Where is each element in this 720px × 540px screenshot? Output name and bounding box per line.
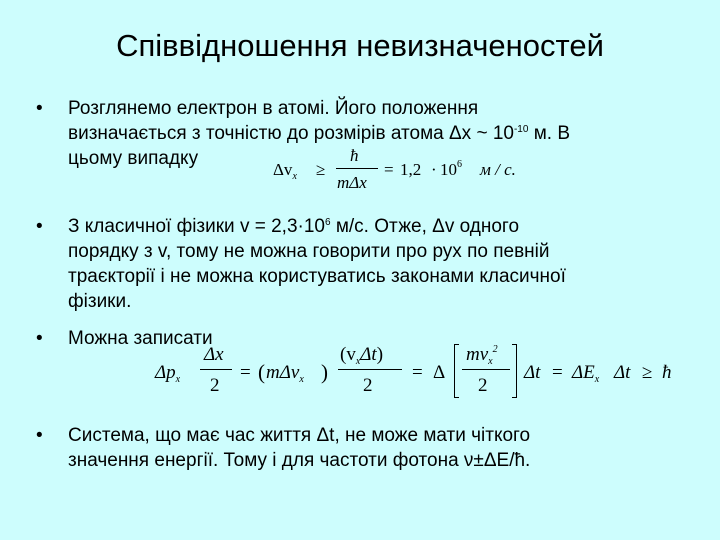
f2-de: $\Delta E_x$ <box>572 362 600 385</box>
f1-unit: м / с. <box>480 160 516 179</box>
f2-eq3: = <box>552 362 563 383</box>
f2-eq1: = <box>240 362 251 383</box>
f1-lhs: $\Delta v_x$ <box>273 160 297 182</box>
f2-dt: Δt <box>524 362 541 383</box>
f1-denominator: mΔx <box>337 173 367 192</box>
bullet-marker: • <box>36 216 43 237</box>
f1-numerator: ħ <box>350 146 359 165</box>
f2-dt2: Δt <box>614 362 631 383</box>
f1-dot: · <box>431 160 437 179</box>
f2-bar-1 <box>200 369 232 370</box>
f2-f3-num: $mv_x^2$ <box>466 344 498 367</box>
text-line: порядку з v, тому не можна говорити про рух по певній <box>68 241 550 262</box>
text-line: Система, що має час життя Δt, не може мати чіткого <box>68 425 531 446</box>
f2-bar-3 <box>462 369 510 370</box>
text-line: визначається з точністю до розмірів атома Δx ~ $10^{-10}$ м. В <box>68 123 570 144</box>
f2-f2-num: $(v_x\Delta t)$ <box>340 344 384 367</box>
bullet-text-1 <box>68 96 688 171</box>
f2-bracket-r <box>512 344 517 398</box>
f1-power: $10^6$ <box>440 159 462 179</box>
f2-f1-den: 2 <box>210 375 220 396</box>
text-line: фізики. <box>68 291 132 312</box>
page-title: Співвідношення невизначеностей <box>116 28 604 63</box>
f2-f2-den: 2 <box>363 375 373 396</box>
f2-hbar: ħ <box>662 362 672 383</box>
f1-value: 1,2 <box>400 160 422 179</box>
f1-eq: = <box>384 160 394 179</box>
f2-delta: Δ <box>433 362 446 383</box>
text-line: Розглянемо електрон в атомі. Його положення <box>68 98 479 119</box>
bullet-marker: • <box>36 328 43 349</box>
f2-paren-l: ( <box>258 360 265 384</box>
text-line: Можна записати <box>68 328 213 349</box>
text-line: З класичної фізики $v = 2,3\cdot 10^6$ м/с. Отже, Δv одного <box>68 216 520 237</box>
f2-mdv: mΔv$_x$ <box>266 362 304 385</box>
f1-fraction-bar <box>336 168 378 169</box>
f2-eq2: = <box>412 362 423 383</box>
text-line: значення енергії. Тому і для частоти фотона ν±ΔE/ħ. <box>68 450 531 471</box>
f2-dp: $\Delta p_x$ <box>155 362 181 385</box>
f2-geq: ≥ <box>642 362 653 383</box>
text-line: цьому випадку <box>68 148 199 169</box>
f2-f3-den: 2 <box>478 375 488 396</box>
f1-geq: ≥ <box>316 160 326 179</box>
bullet-text-2 <box>68 214 688 314</box>
f2-f1-num: Δx <box>204 344 224 365</box>
f2-paren-r: ) <box>321 360 328 384</box>
bullet-text-4 <box>68 423 688 473</box>
bullet-marker: • <box>36 425 43 446</box>
f2-bracket-l <box>454 344 459 398</box>
text-line: траєкторії і не можна користуватись законами класичної <box>68 266 566 287</box>
f2-bar-2 <box>338 369 402 370</box>
bullet-marker: • <box>36 98 43 119</box>
